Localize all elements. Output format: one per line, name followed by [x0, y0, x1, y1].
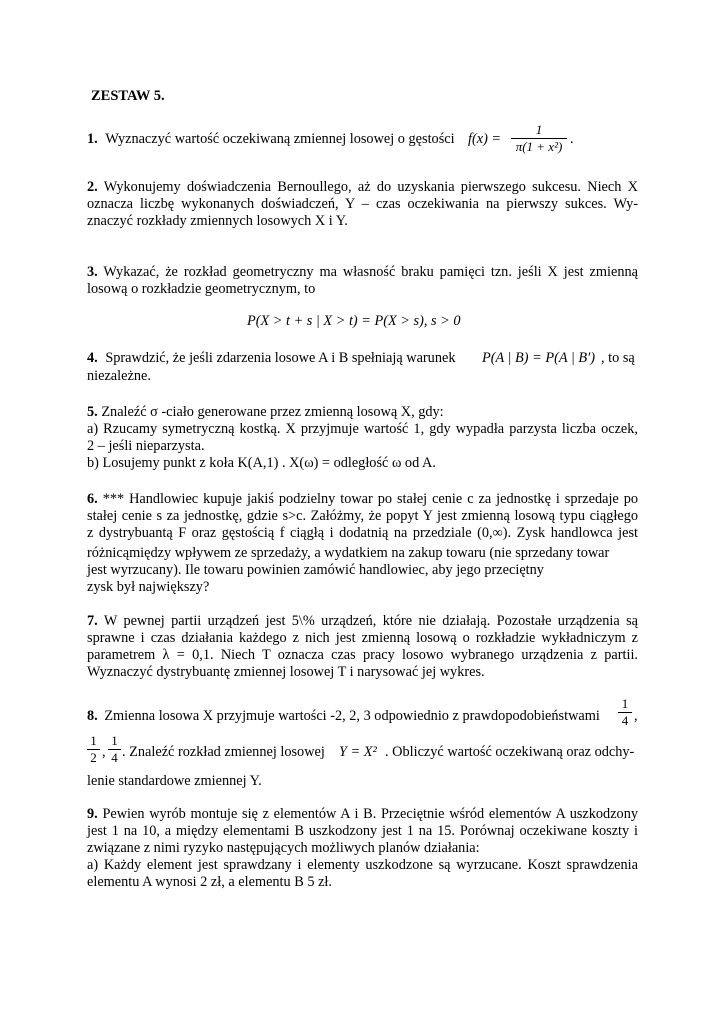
independence-formula: P(A | B) = P(A | B′) — [482, 350, 596, 366]
problem-4-tail: , to są — [601, 350, 635, 366]
fraction-denominator: 4 — [621, 713, 629, 728]
problem-4-line-1 — [87, 350, 455, 367]
problem-text: Wyznaczyć wartość oczekiwaną zmiennej losowej o gęstości — [105, 131, 455, 147]
problem-text: Sprawdzić, że jeśli zdarzenia losowe A i B spełniają warunek — [105, 350, 456, 366]
fraction-denominator: π(1 + x²) — [515, 139, 563, 154]
fraction-numerator: 1 — [111, 733, 118, 748]
problem-8-line-1 — [87, 708, 600, 725]
fraction-denominator: 4 — [111, 750, 118, 765]
problem-6-line-3: z dystrybuantą F oraz gęstością f ciągłą i dodatnią na przedziale (0,∞). Zysk handlowca jest — [87, 525, 638, 541]
problem-number: 9. — [87, 806, 98, 822]
problem-6-line-2: stałej cenie s za jednostkę, gdzie s>c. Załóżmy, że popyt Y jest zmienną losową typu ciągłego — [87, 508, 638, 524]
problem-9-line-4: a) Każdy element jest sprawdzany i elementy uszkodzone są wyrzucane. Koszt sprawdzenia — [87, 857, 638, 873]
problem-7-line-2: sprawne i czas działania każdego z nich jest zmienną losową o rozkładzie wykładniczym z — [87, 630, 638, 646]
problem-number: 6. — [87, 491, 98, 507]
problem-text: Wykazać, że rozkład geometryczny ma własność braku pamięci tzn. jeśli X jest zmienną — [103, 264, 638, 280]
probability-fraction-1 — [618, 696, 632, 729]
problem-number: 2. — [87, 179, 98, 195]
problem-number: 7. — [87, 613, 98, 629]
problem-7-line-1 — [87, 613, 638, 630]
density-end: . — [570, 131, 574, 147]
problem-5-line-1 — [87, 404, 444, 421]
fraction-comma: , — [634, 708, 638, 724]
problem-3-line-1 — [87, 264, 638, 281]
problem-6-line-5: jest wyrzucany). Ile towaru powinien zamówić handlowiec, aby jego przeciętny — [87, 562, 544, 578]
fraction-numerator: 1 — [535, 122, 543, 137]
problem-6-line-1 — [87, 491, 638, 508]
problem-9-line-3: związane z nimi ryzyko następujących możliwych planów działania: — [87, 840, 480, 856]
problem-number: 8. — [87, 708, 98, 724]
problem-8-line-3: lenie standardowe zmiennej Y. — [87, 773, 262, 789]
problem-7-line-4: Wyznaczyć dystrybuantę zmiennej losowej T i narysować jej wykres. — [87, 664, 485, 680]
problem-text: Znaleźć σ -ciało generowane przez zmienną losową X, gdy: — [101, 404, 444, 420]
problem-5-line-4: b) Losujemy punkt z koła K(A,1) . X(ω) = odległość ω od A. — [87, 455, 436, 471]
transform-formula: Y = X² — [339, 744, 377, 760]
density-formula-lhs: f(x) = — [468, 131, 502, 147]
problem-text: *** Handlowiec kupuje jakiś podzielny towar po stałej cenie c za jednostkę i sprzedaje po — [102, 491, 638, 507]
problem-9-line-5: elementu A wynosi 2 zł, a elementu B 5 zł. — [87, 874, 332, 890]
problem-9-line-1 — [87, 806, 638, 823]
problem-6-line-6: zysk był największy? — [87, 579, 210, 595]
problem-6-line-4: różnicąmiędzy wpływem ze sprzedaży, a wydatkiem na zakup towaru (nie sprzedany towar — [87, 545, 610, 561]
problem-number: 4. — [87, 350, 98, 366]
problem-text: Pewien wyrób montuje się z elementów A i B. Przeciętnie wśród elementów A uszkodzony — [102, 806, 638, 822]
problem-2-line-1 — [87, 179, 638, 196]
problem-1 — [87, 131, 455, 148]
problem-9-line-2: jest 1 na 10, a między elementami B uszkodzony jest 1 na 15. Porównaj oczekiwane koszty i — [87, 823, 638, 839]
problem-text: Wykonujemy doświadczenia Bernoullego, aż do uzyskania pierwszego sukcesu. Niech X — [103, 179, 638, 195]
problem-7-line-3: parametrem λ = 0,1. Niech T oznacza czas pracy losowo wybranego urządzenia z partii. — [87, 647, 638, 663]
page-title: ZESTAW 5. — [91, 88, 165, 104]
problem-3-line-2: losową o rozkładzie geometrycznym, to — [87, 281, 316, 297]
problem-2-line-3: znaczyć rozkłady zmiennych losowych X i Y. — [87, 213, 348, 229]
probability-fraction-2 — [87, 733, 100, 766]
fraction-numerator: 1 — [621, 696, 629, 711]
problem-number: 5. — [87, 404, 98, 420]
problem-8-line-2-mid: . Znaleźć rozkład zmiennej losowej — [122, 744, 325, 760]
problem-4-line-2: niezależne. — [87, 368, 151, 384]
problem-text: W pewnej partii urządzeń jest 5\% urządzeń, które nie działają. Pozostałe urządzenia są — [103, 613, 638, 629]
problem-2-line-2: oznacza liczbę wykonanych doświadczeń, Y – czas oczekiwania na pierwszy sukces. Wy- — [87, 196, 638, 212]
fraction-comma: , — [102, 744, 106, 760]
problem-number: 1. — [87, 131, 98, 147]
probability-fraction-3 — [108, 733, 121, 766]
fraction-numerator: 1 — [90, 733, 97, 748]
problem-8-line-2-end: . Obliczyć wartość oczekiwaną oraz odchy- — [385, 744, 635, 760]
problem-number: 3. — [87, 264, 98, 280]
fraction-denominator: 2 — [90, 750, 97, 765]
problem-5-line-3: 2 – jeśli nieparzysta. — [87, 438, 205, 454]
problem-text: Zmienna losowa X przyjmuje wartości -2, 2, 3 odpowiednio z prawdopodobieństwami — [104, 708, 600, 724]
density-fraction — [511, 122, 567, 155]
problem-5-line-2: a) Rzucamy symetryczną kostką. X przyjmuje wartość 1, gdy wypadła parzysta liczba oczek, — [87, 421, 638, 437]
memoryless-formula: P(X > t + s | X > t) = P(X > s), s > 0 — [247, 313, 461, 329]
